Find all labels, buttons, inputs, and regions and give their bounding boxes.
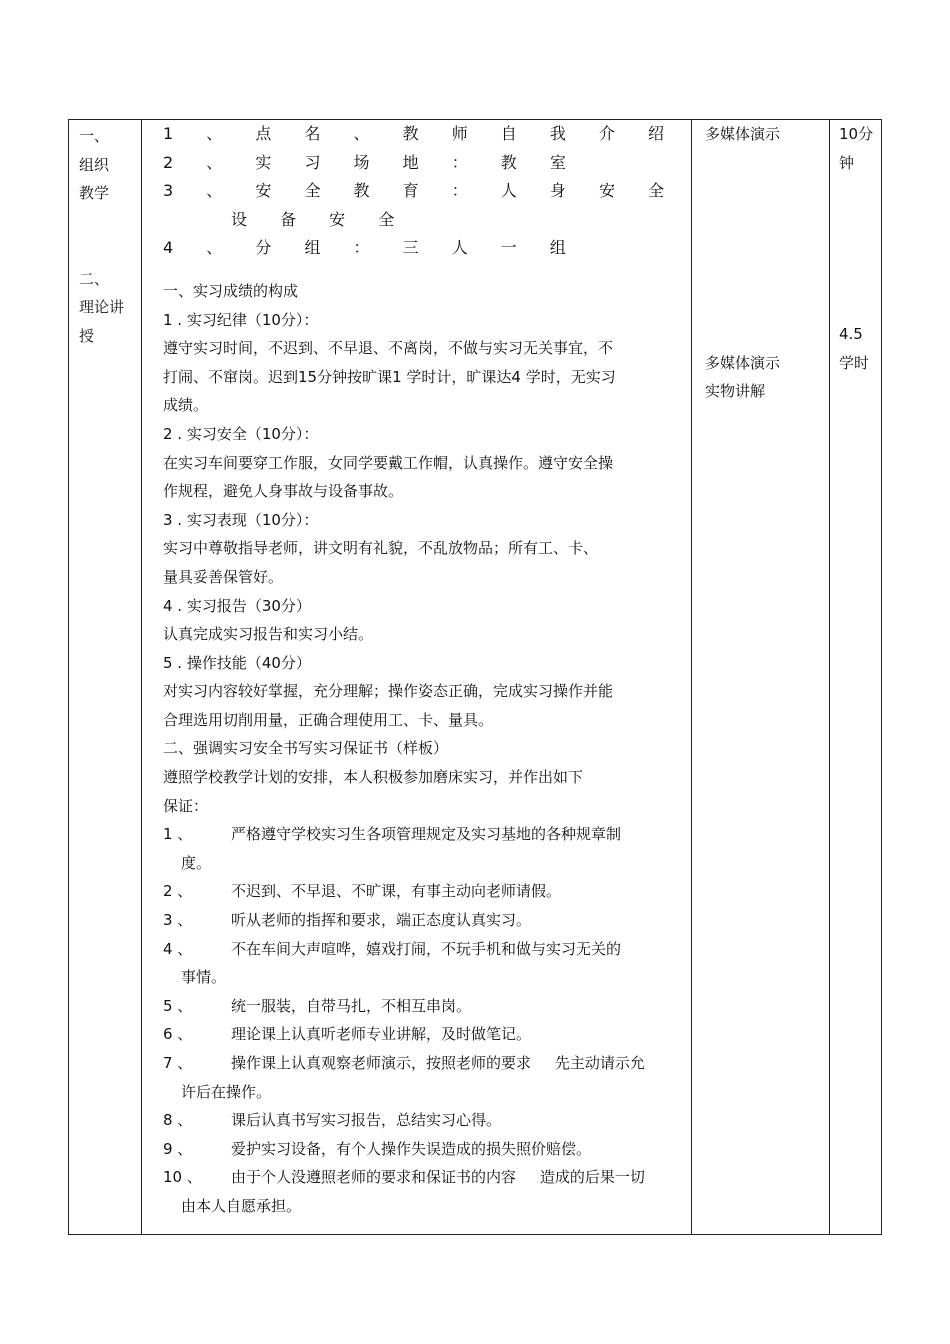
pledge-number: 10 、	[163, 1168, 202, 1187]
pledge-text: 理论课上认真听老师专业讲解，及时做笔记。	[231, 1025, 532, 1044]
time-text: 钟	[839, 153, 855, 172]
pledge-item	[163, 1106, 689, 1135]
time-text: 10分	[839, 125, 874, 143]
pledge-heading: 二、强调实习安全书写实习保证书（样板）	[163, 739, 449, 758]
rule-text: 量具妥善保管好。	[163, 567, 284, 586]
pledge-item	[163, 1135, 689, 1164]
method-text: 实物讲解	[705, 382, 766, 401]
pledge-item	[163, 992, 689, 1021]
section1-number: 一、	[79, 127, 110, 145]
rule-text: 合理选用切削用量，正确合理使用工、卡、量具。	[163, 710, 494, 729]
section-label-column	[79, 122, 139, 351]
time-column	[839, 120, 879, 377]
method-column	[705, 120, 825, 406]
pledge-text: 度。	[181, 853, 212, 872]
pledge-text: 不迟到、不早退、不旷课，有事主动向老师请假。	[231, 882, 562, 901]
pledge-number: 8 、	[163, 1111, 193, 1130]
column-divider	[691, 120, 692, 1234]
rule-title: 4 . 实习报告（30分）	[163, 596, 311, 615]
org-item: 2 、 实 习 场 地 ： 教 室	[163, 152, 580, 172]
pledge-text: 严格遵守学校实习生各项管理规定及实习基地的各种规章制	[231, 825, 622, 844]
rule-title: 5 . 操作技能（40分）	[163, 653, 311, 672]
pledge-number: 6 、	[163, 1025, 193, 1044]
pledge-text: 由于个人没遵照老师的要求和保证书的内容 造成的后果一切	[231, 1168, 645, 1187]
pledge-intro: 遵照学校教学计划的安排，本人积极参加磨床实习，并作出如下	[163, 768, 584, 787]
pledge-number: 7 、	[163, 1054, 193, 1072]
rule-title: 1 . 实习纪律（10分）：	[163, 310, 319, 329]
pledge-number: 2 、	[163, 882, 193, 901]
pledge-item	[163, 1049, 689, 1106]
pledge-number: 4 、	[163, 939, 193, 958]
pledge-item	[163, 1163, 689, 1220]
pledge-text: 事情。	[181, 968, 227, 987]
section1-label: 教学	[79, 184, 110, 203]
pledge-number: 3 、	[163, 911, 193, 930]
pledge-number: 5 、	[163, 996, 193, 1015]
rule-text: 实习中尊敬指导老师，讲文明有礼貌，不乱放物品；所有工、卡、	[163, 539, 599, 558]
section1-label: 组织	[79, 155, 110, 174]
pledge-text: 统一服装，自带马扎，不相互串岗。	[231, 996, 472, 1015]
org-item: 设 备 安 全	[231, 209, 409, 229]
rule-text: 打闹、不窜岗。迟到15分钟按旷课1 学时计，旷课达4 学时，无实习	[163, 367, 616, 386]
rule-title: 3 . 实习表现（10分）：	[163, 510, 319, 529]
column-divider	[141, 120, 142, 1234]
rule-text: 成绩。	[163, 396, 209, 415]
lesson-plan-table	[68, 119, 882, 1235]
rule-text: 作规程，避免人身事故与设备事故。	[163, 482, 404, 501]
section2-label: 理论讲	[79, 298, 125, 317]
org-item: 1 、 点 名 、 教 师 自 我 介 绍	[163, 124, 679, 143]
column-divider	[829, 120, 830, 1234]
pledge-text: 不在车间大声喧哗，嬉戏打闹，不玩手机和做与实习无关的	[231, 939, 622, 958]
time-text: 4.5	[839, 325, 863, 344]
content-column	[163, 120, 689, 1221]
pledge-text: 操作课上认真观察老师演示，按照老师的要求 先主动请示允	[231, 1054, 645, 1072]
pledge-text: 听从老师的指挥和要求，端正态度认真实习。	[231, 911, 532, 930]
time-text: 学时	[839, 353, 870, 372]
pledge-text: 由本人自愿承担。	[181, 1196, 302, 1215]
pledge-number: 1 、	[163, 825, 193, 844]
rule-text: 遵守实习时间，不迟到、不早退、不离岗，不做与实习无关事宜，不	[163, 339, 614, 358]
method-text: 多媒体演示	[705, 353, 781, 372]
theory-heading: 一、实习成绩的构成	[163, 281, 299, 300]
section2-label: 授	[79, 326, 95, 345]
pledge-number: 9 、	[163, 1139, 193, 1158]
rule-text: 在实习车间要穿工作服，女同学要戴工作帽，认真操作。遵守安全操	[163, 453, 614, 472]
rule-title: 2 . 实习安全（10分）：	[163, 424, 319, 443]
pledge-item	[163, 935, 689, 992]
pledge-text: 课后认真书写实习报告，总结实习心得。	[231, 1111, 502, 1130]
section2-number: 二、	[79, 269, 110, 288]
pledge-item	[163, 877, 689, 906]
pledge-text: 许后在操作。	[181, 1082, 272, 1101]
method-text: 多媒体演示	[705, 125, 781, 143]
org-item: 4 、 分 组 ： 三 人 一 组	[163, 238, 580, 258]
rule-text: 认真完成实习报告和实习小结。	[163, 625, 374, 644]
pledge-intro: 保证：	[163, 796, 209, 815]
pledge-text: 爱护实习设备，有个人操作失误造成的损失照价赔偿。	[231, 1139, 592, 1158]
rule-text: 对实习内容较好掌握，充分理解；操作姿态正确，完成实习操作并能	[163, 682, 614, 701]
pledge-item	[163, 1020, 689, 1049]
pledge-item	[163, 820, 689, 877]
pledge-item	[163, 906, 689, 935]
org-item: 3 、 安 全 教 育 ： 人 身 安 全	[163, 181, 679, 201]
